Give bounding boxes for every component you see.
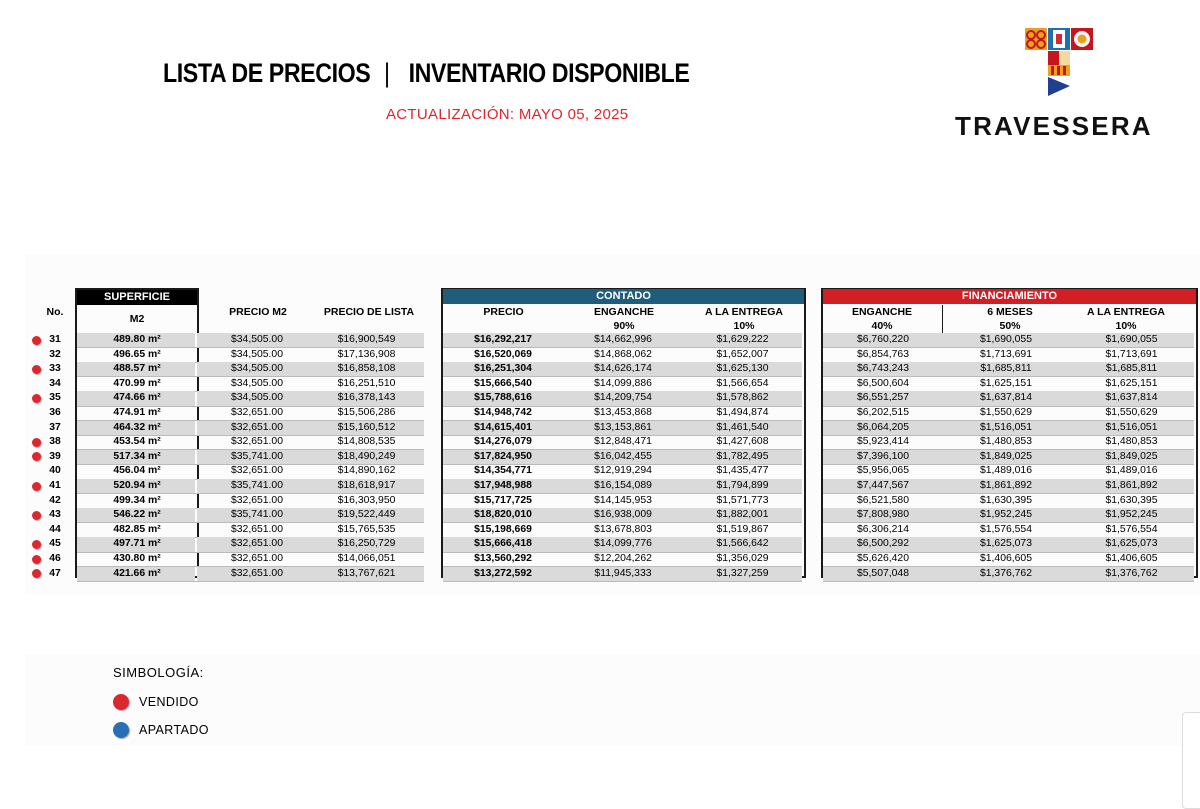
cell-lista: $14,066,051	[337, 553, 396, 564]
cell-no: 43	[49, 509, 61, 521]
cell-ent: $1,435,477	[716, 465, 769, 477]
cell-lista: $16,900,549	[337, 334, 396, 345]
financiamiento-header: FINANCIAMIENTO	[823, 289, 1196, 304]
cell-precio: $15,788,616	[474, 392, 532, 404]
cell-m2: 474.91 m²	[113, 407, 161, 418]
cell-no: 36	[49, 407, 61, 418]
cell-precio: $15,717,725	[474, 494, 532, 506]
cell-precio: $16,251,304	[474, 363, 532, 375]
superficie-header: SUPERFICIE	[77, 290, 197, 305]
cell-no: 44	[49, 523, 61, 535]
cell-no: 32	[49, 348, 61, 360]
sold-dot-icon	[32, 482, 41, 491]
cell-eng: $14,626,174	[594, 363, 652, 375]
reserved-dot-icon	[113, 722, 129, 738]
cell-no: 34	[49, 377, 61, 389]
cell-f-eng: $7,396,100	[856, 450, 909, 462]
cell-precio: $15,198,669	[474, 523, 532, 535]
cell-f-ent: $1,685,811	[1105, 363, 1158, 375]
cell-m2: 482.85 m²	[113, 523, 161, 535]
col-fin-enganche-pct: 40%	[871, 320, 893, 332]
sold-dot-icon	[113, 694, 129, 710]
cell-lista: $15,765,535	[337, 523, 396, 535]
col-fin-entrega: A LA ENTREGA	[1087, 306, 1165, 318]
cell-f-ent: $1,630,395	[1105, 494, 1158, 506]
cell-eng: $13,453,868	[594, 407, 652, 418]
cell-f-eng: $5,923,414	[856, 436, 909, 448]
cell-ent: $1,571,773	[716, 494, 769, 506]
cell-eng: $14,099,776	[594, 538, 652, 550]
cell-lista: $14,890,162	[337, 465, 396, 477]
col-precio: PRECIO	[483, 306, 524, 318]
cell-f-eng: $6,500,292	[856, 538, 909, 550]
cell-f-6m: $1,637,814	[979, 392, 1032, 404]
cell-f-eng: $6,521,580	[856, 494, 909, 506]
cell-m2: 421.66 m²	[113, 567, 161, 579]
brand-name: TRAVESSERA	[955, 111, 1153, 141]
cell-eng: $13,153,861	[594, 421, 652, 433]
cell-f-eng: $5,626,420	[856, 553, 909, 564]
cell-f-6m: $1,489,016	[979, 465, 1032, 477]
cell-m2: 520.94 m²	[113, 480, 161, 491]
cell-f-ent: $1,516,051	[1105, 421, 1158, 433]
cell-f-ent: $1,489,016	[1105, 465, 1158, 477]
cell-pm2: $32,651.00	[230, 465, 283, 477]
sold-dot-icon	[32, 365, 41, 374]
cell-lista: $16,378,143	[337, 392, 396, 404]
cell-f-eng: $6,551,257	[856, 392, 909, 404]
cell-lista: $16,251,510	[337, 377, 396, 389]
cell-f-6m: $1,861,892	[979, 480, 1032, 491]
cell-f-ent: $1,861,892	[1105, 480, 1158, 491]
cell-f-6m: $1,516,051	[979, 421, 1032, 433]
col-entrega: A LA ENTREGA	[705, 306, 783, 318]
cell-f-6m: $1,849,025	[979, 450, 1032, 462]
col-no: No.	[46, 306, 64, 318]
cell-f-6m: $1,690,055	[979, 334, 1032, 345]
cell-no: 35	[49, 392, 61, 404]
cell-f-eng: $6,760,220	[856, 334, 909, 345]
cell-f-ent: $1,637,814	[1105, 392, 1158, 404]
cell-ent: $1,566,654	[716, 377, 769, 389]
cell-lista: $18,490,249	[337, 450, 396, 462]
cell-ent: $1,652,007	[716, 348, 769, 360]
cell-f-ent: $1,550,629	[1105, 407, 1158, 418]
cell-no: 37	[49, 421, 61, 433]
cell-no: 31	[49, 334, 61, 345]
cell-f-eng: $5,956,065	[856, 465, 909, 477]
col-fin-entrega-pct: 10%	[1115, 320, 1137, 332]
cell-f-eng: $7,447,567	[856, 480, 909, 491]
cell-ent: $1,625,130	[716, 363, 769, 375]
cell-f-eng: $6,064,205	[856, 421, 909, 433]
contado-header: CONTADO	[443, 289, 804, 304]
cell-ent: $1,629,222	[716, 334, 769, 345]
cell-precio: $13,560,292	[474, 553, 532, 564]
cell-no: 41	[49, 480, 61, 491]
cell-m2: 489.80 m²	[113, 334, 161, 345]
cell-no: 42	[49, 494, 61, 506]
legend-reserved-label: APARTADO	[139, 723, 209, 737]
cell-m2: 497.71 m²	[113, 538, 161, 550]
cell-lista: $18,618,917	[337, 480, 396, 491]
cell-f-ent: $1,576,554	[1105, 523, 1158, 535]
cell-ent: $1,461,540	[716, 421, 769, 433]
cell-m2: 430.80 m²	[113, 553, 161, 564]
sold-dot-icon	[32, 438, 41, 447]
cell-lista: $15,160,512	[337, 421, 396, 433]
cell-f-ent: $1,625,073	[1105, 538, 1158, 550]
cell-m2: 470.99 m²	[113, 377, 161, 389]
cell-ent: $1,356,029	[716, 553, 769, 564]
cell-m2: 488.57 m²	[113, 363, 161, 375]
cell-pm2: $34,505.00	[230, 363, 283, 375]
cell-precio: $16,292,217	[474, 334, 532, 345]
cell-f-ent: $1,952,245	[1105, 509, 1158, 521]
cell-no: 40	[49, 465, 61, 477]
sold-dot-icon	[32, 540, 41, 549]
cell-no: 46	[49, 553, 61, 564]
cell-m2: 464.32 m²	[113, 421, 161, 433]
cell-f-eng: $6,202,515	[856, 407, 909, 418]
cell-ent: $1,327,259	[716, 567, 769, 579]
cell-pm2: $35,741.00	[230, 450, 283, 462]
cell-no: 45	[49, 538, 61, 550]
cell-pm2: $35,741.00	[230, 509, 283, 521]
financiamiento-divider	[942, 305, 943, 333]
cell-pm2: $32,651.00	[230, 494, 283, 506]
cell-f-6m: $1,550,629	[979, 407, 1032, 418]
cell-pm2: $32,651.00	[230, 553, 283, 564]
cell-ent: $1,427,608	[716, 436, 769, 448]
col-precio-m2: PRECIO M2	[229, 306, 287, 318]
cell-lista: $19,522,449	[337, 509, 396, 521]
cell-precio: $17,824,950	[474, 450, 532, 462]
cell-eng: $16,938,009	[594, 509, 652, 521]
cell-f-ent: $1,406,605	[1105, 553, 1158, 564]
cell-f-eng: $5,507,048	[856, 567, 909, 579]
cell-pm2: $35,741.00	[230, 480, 283, 491]
cell-eng: $14,868,062	[594, 348, 652, 360]
cell-f-6m: $1,685,811	[980, 363, 1032, 375]
cell-f-6m: $1,630,395	[979, 494, 1032, 506]
cell-ent: $1,882,001	[716, 509, 769, 521]
cell-lista: $17,136,908	[337, 348, 396, 360]
cell-precio: $15,666,418	[474, 538, 532, 550]
cell-f-6m: $1,713,691	[979, 348, 1032, 360]
cell-lista: $16,303,950	[337, 494, 396, 506]
cell-f-6m: $1,576,554	[979, 523, 1032, 535]
col-fin-meses-pct: 50%	[999, 320, 1021, 332]
legend-title: SIMBOLOGÍA:	[113, 665, 204, 680]
cell-eng: $12,204,262	[594, 553, 652, 564]
cell-f-eng: $6,854,763	[856, 348, 909, 360]
cell-ent: $1,566,642	[716, 538, 769, 550]
cell-f-ent: $1,849,025	[1105, 450, 1158, 462]
title-inventory: INVENTARIO DISPONIBLE	[408, 58, 690, 88]
col-enganche: ENGANCHE	[593, 306, 655, 318]
cell-precio: $18,820,010	[474, 509, 532, 521]
cell-lista: $16,250,729	[337, 538, 396, 550]
cell-f-eng: $7,808,980	[856, 509, 909, 521]
cell-no: 33	[49, 363, 61, 375]
cell-m2: 517.34 m²	[113, 450, 161, 462]
cell-pm2: $34,505.00	[230, 392, 283, 404]
cell-no: 38	[49, 436, 61, 448]
cell-eng: $16,042,455	[594, 450, 652, 462]
cell-eng: $16,154,089	[594, 480, 652, 491]
update-date: ACTUALIZACIÓN: MAYO 05, 2025	[386, 106, 629, 123]
cell-precio: $14,354,771	[474, 465, 532, 477]
sold-dot-icon	[32, 394, 41, 403]
sold-dot-icon	[32, 511, 41, 520]
cell-eng: $14,662,996	[594, 334, 652, 345]
cell-eng: $14,209,754	[594, 392, 652, 404]
cell-ent: $1,494,874	[716, 407, 769, 418]
cell-m2: 496.65 m²	[113, 348, 161, 360]
cell-f-6m: $1,406,605	[979, 553, 1032, 564]
cell-m2: 453.54 m²	[113, 436, 161, 448]
sold-dot-icon	[32, 336, 41, 345]
cell-precio: $14,276,079	[474, 436, 532, 448]
cell-pm2: $32,651.00	[230, 538, 283, 550]
cell-precio: $15,666,540	[474, 377, 532, 389]
cell-eng: $13,678,803	[594, 523, 652, 535]
cell-f-6m: $1,376,762	[979, 567, 1032, 579]
sold-dot-icon	[32, 555, 41, 564]
col-precio-lista: PRECIO DE LISTA	[323, 306, 415, 318]
cell-precio: $13,272,592	[474, 567, 532, 579]
col-fin-enganche: ENGANCHE	[851, 306, 913, 318]
page-corner-fragment	[1182, 712, 1200, 809]
cell-pm2: $32,651.00	[230, 421, 283, 433]
cell-pm2: $34,505.00	[230, 334, 283, 345]
cell-f-ent: $1,713,691	[1105, 348, 1158, 360]
cell-lista: $14,808,535	[337, 436, 396, 448]
cell-pm2: $34,505.00	[230, 377, 283, 389]
cell-f-6m: $1,625,151	[979, 377, 1032, 389]
cell-precio: $14,948,742	[474, 407, 532, 418]
cell-pm2: $34,505.00	[230, 348, 283, 360]
cell-pm2: $32,651.00	[230, 523, 283, 535]
page-title	[163, 58, 689, 89]
cell-f-ent: $1,625,151	[1105, 377, 1158, 389]
col-enganche-pct: 90%	[613, 320, 635, 332]
cell-ent: $1,782,495	[716, 450, 769, 462]
cell-eng: $14,099,886	[594, 377, 652, 389]
cell-pm2: $32,651.00	[230, 407, 283, 418]
cell-eng: $14,145,953	[594, 494, 652, 506]
cell-f-6m: $1,952,245	[979, 509, 1032, 521]
col-fin-meses: 6 MESES	[987, 306, 1033, 318]
cell-no: 47	[49, 567, 61, 579]
col-entrega-pct: 10%	[733, 320, 755, 332]
cell-f-eng: $6,500,604	[856, 377, 909, 389]
cell-no: 39	[49, 450, 61, 462]
cell-f-6m: $1,480,853	[979, 436, 1032, 448]
cell-f-eng: $6,743,243	[856, 363, 909, 375]
cell-f-ent: $1,376,762	[1105, 567, 1158, 579]
col-m2: M2	[129, 313, 145, 325]
cell-precio: $16,520,069	[474, 348, 532, 360]
cell-lista: $13,767,621	[337, 567, 396, 579]
cell-f-ent: $1,690,055	[1105, 334, 1158, 345]
cell-m2: 546.22 m²	[113, 509, 161, 521]
cell-ent: $1,794,899	[716, 480, 769, 491]
cell-eng: $11,945,333	[594, 567, 652, 579]
cell-precio: $14,615,401	[474, 421, 532, 433]
cell-precio: $17,948,988	[474, 480, 532, 491]
cell-m2: 456.04 m²	[113, 465, 161, 477]
title-price-list: LISTA DE PRECIOS	[163, 58, 371, 88]
cell-f-ent: $1,480,853	[1105, 436, 1158, 448]
cell-pm2: $32,651.00	[230, 436, 283, 448]
cell-lista: $15,506,286	[337, 407, 396, 418]
legend-sold-label: VENDIDO	[139, 695, 199, 709]
cell-eng: $12,848,471	[594, 436, 652, 448]
title-separator: |	[384, 58, 390, 88]
cell-ent: $1,578,862	[716, 392, 769, 404]
cell-lista: $16,858,108	[337, 363, 396, 375]
cell-pm2: $32,651.00	[230, 567, 283, 579]
cell-ent: $1,519,867	[716, 523, 769, 535]
cell-m2: 499.34 m²	[113, 494, 161, 506]
cell-m2: 474.66 m²	[113, 392, 161, 404]
cell-f-6m: $1,625,073	[979, 538, 1032, 550]
cell-f-eng: $6,306,214	[856, 523, 909, 535]
cell-eng: $12,919,294	[594, 465, 652, 477]
